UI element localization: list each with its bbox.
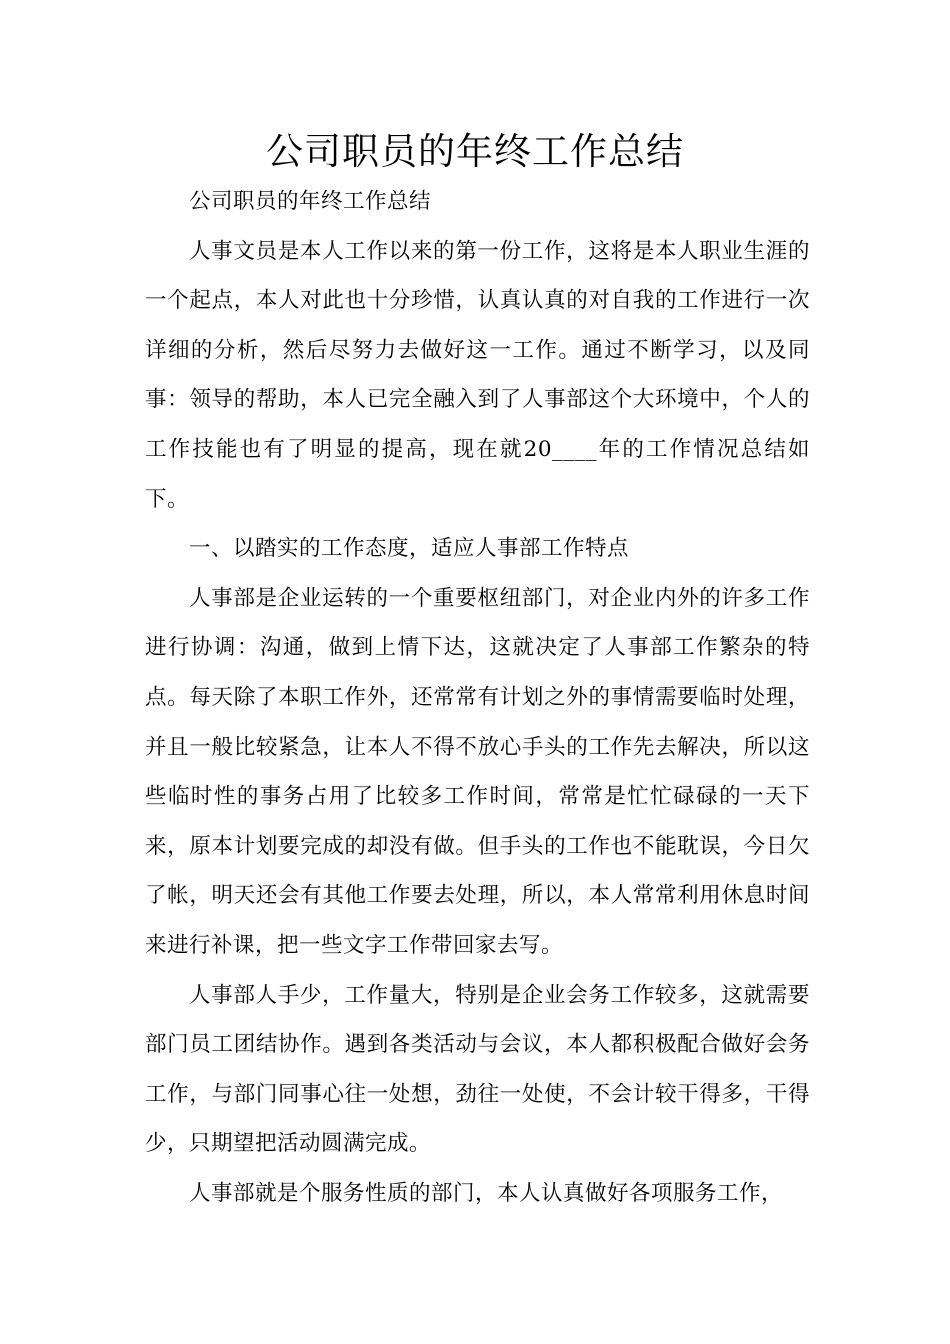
document-title: 公司职员的年终工作总结 (266, 130, 684, 173)
section-heading-1: 一、以踏实的工作态度，适应人事部工作特点 (189, 536, 630, 562)
document-body (145, 177, 810, 1218)
paragraph-section-1-a: 人事部是企业运转的一个重要枢纽部门，对企业内外的许多工作进行协调：沟通，做到上情下达，这就决定了人事部工作繁杂的特点。每天除了本职工作外，还常常有计划之外的事情需要临时处理，并且一般比较紧急，让本人不得不放心手头的工作先去解决，所以这些临时性的事务占用了比较多工作时间，常常是忙忙碌碌的一天下来，原本计划要完成的却没有做。但手头的工作也不能耽误，今日欠了帐，明天还会有其他工作要去处理，所以，本人常常利用休息时间来进行补课，把一些文字工作带回家去写。 (145, 585, 810, 958)
paragraph-subtitle: 公司职员的年终工作总结 (189, 189, 432, 214)
paragraph-intro: 人事文员是本人工作以来的第一份工作，这将是本人职业生涯的一个起点，本人对此也十分珍惜，认真认真的对自我的工作进行一次详细的分析，然后尽努力去做好这一工作。通过不断学习，以及同事：领导的帮助，本人已完全融入到了人事部这个大环境中，个人的工作技能也有了明显的提高，现在就20____年的工作情况总结如下。 (145, 238, 810, 512)
paragraph-section-1-c: 人事部就是个服务性质的部门，本人认真做好各项服务工作， (189, 1180, 784, 1206)
paragraph-section-1-b: 人事部人手少，工作量大，特别是企业会务工作较多，这就需要部门员工团结协作。遇到各类活动与会议，本人都积极配合做好会务工作，与部门同事心往一处想，劲往一处使，不会计较干得多，干得少，只期望把活动圆满完成。 (145, 982, 810, 1157)
